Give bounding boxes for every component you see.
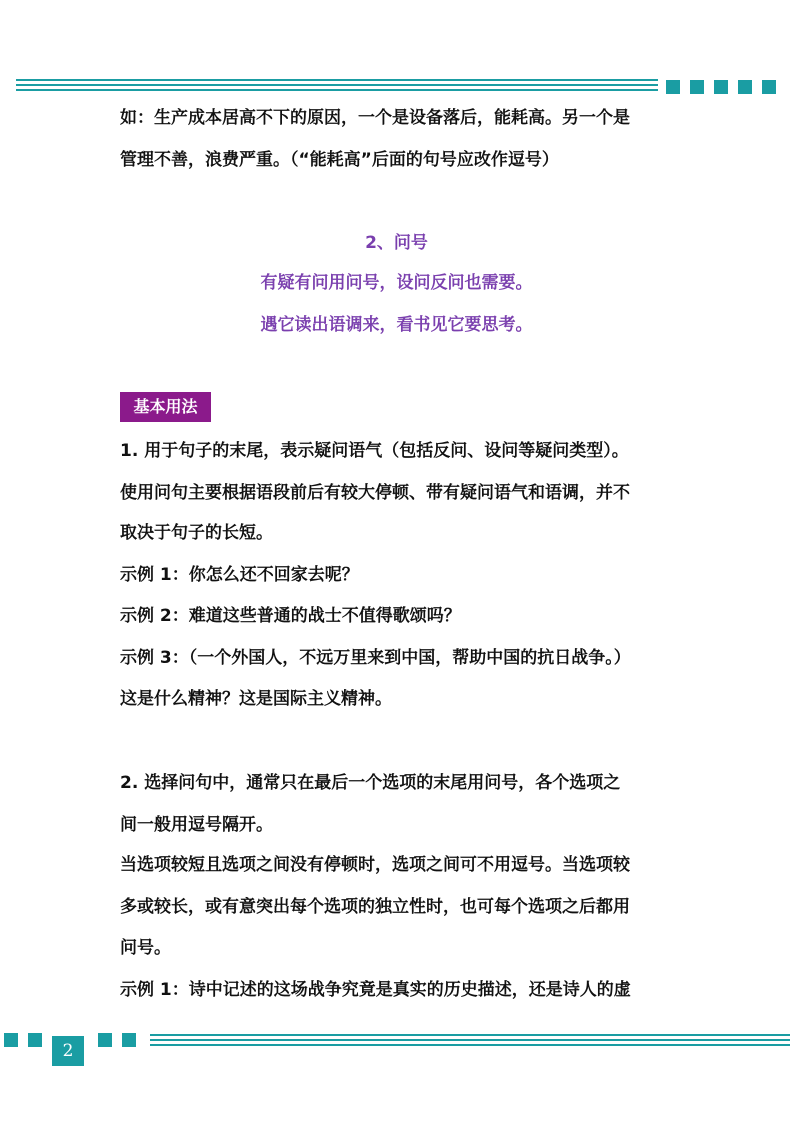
paragraph-line: 间一般用逗号隔开。 <box>120 815 273 835</box>
paragraph-line: 使用问句主要根据语段前后有较大停顿、带有疑问语气和语调，并不 <box>120 483 630 503</box>
paragraph-line: 当选项较短且选项之间没有停顿时，选项之间可不用逗号。当选项较 <box>120 855 630 875</box>
header-square <box>714 80 728 94</box>
footer-rule <box>150 1039 790 1041</box>
paragraph-line: 问号。 <box>120 938 171 958</box>
example-line: 示例 1：你怎么还不回家去呢？ <box>120 565 359 585</box>
page-number: 2 <box>52 1036 84 1066</box>
header-square <box>762 80 776 94</box>
example-line: 示例 3：（一个外国人，不远万里来到中国，帮助中国的抗日战争。） <box>120 648 631 668</box>
example-line: 示例 1：诗中记述的这场战争究竟是真实的历史描述，还是诗人的虚 <box>120 980 631 1000</box>
header-square <box>690 80 704 94</box>
paragraph-line: 取决于句子的长短。 <box>120 523 273 543</box>
header-rule <box>16 84 658 86</box>
footer-rule <box>150 1034 790 1036</box>
rhyme-line: 有疑有问用问号，设问反问也需要。 <box>260 273 533 293</box>
footer-square <box>122 1033 136 1047</box>
example-line: 示例 2：难道这些普通的战士不值得歌颂吗？ <box>120 606 461 626</box>
paragraph-line: 多或较长，或有意突出每个选项的独立性时，也可每个选项之后都用 <box>120 897 630 917</box>
paragraph-line: 1. 用于句子的末尾，表示疑问语气（包括反问、设问等疑问类型）。 <box>120 441 629 461</box>
header-square <box>738 80 752 94</box>
basic-usage-badge: 基本用法 <box>120 392 211 422</box>
example-line: 这是什么精神？这是国际主义精神。 <box>120 689 392 709</box>
footer-square <box>28 1033 42 1047</box>
header-square <box>666 80 680 94</box>
intro-line: 管理不善，浪费严重。（“能耗高”后面的句号应改作逗号） <box>120 150 559 170</box>
footer-square <box>4 1033 18 1047</box>
intro-line: 如：生产成本居高不下的原因，一个是设备落后，能耗高。另一个是 <box>120 108 630 128</box>
footer-square <box>98 1033 112 1047</box>
rhyme-line: 遇它读出语调来，看书见它要思考。 <box>260 315 533 335</box>
header-rule <box>16 79 658 81</box>
section-title: 2、问号 <box>365 233 428 253</box>
footer-rule <box>150 1044 790 1046</box>
paragraph-line: 2. 选择问句中，通常只在最后一个选项的末尾用问号，各个选项之 <box>120 773 621 793</box>
header-rule <box>16 89 658 91</box>
